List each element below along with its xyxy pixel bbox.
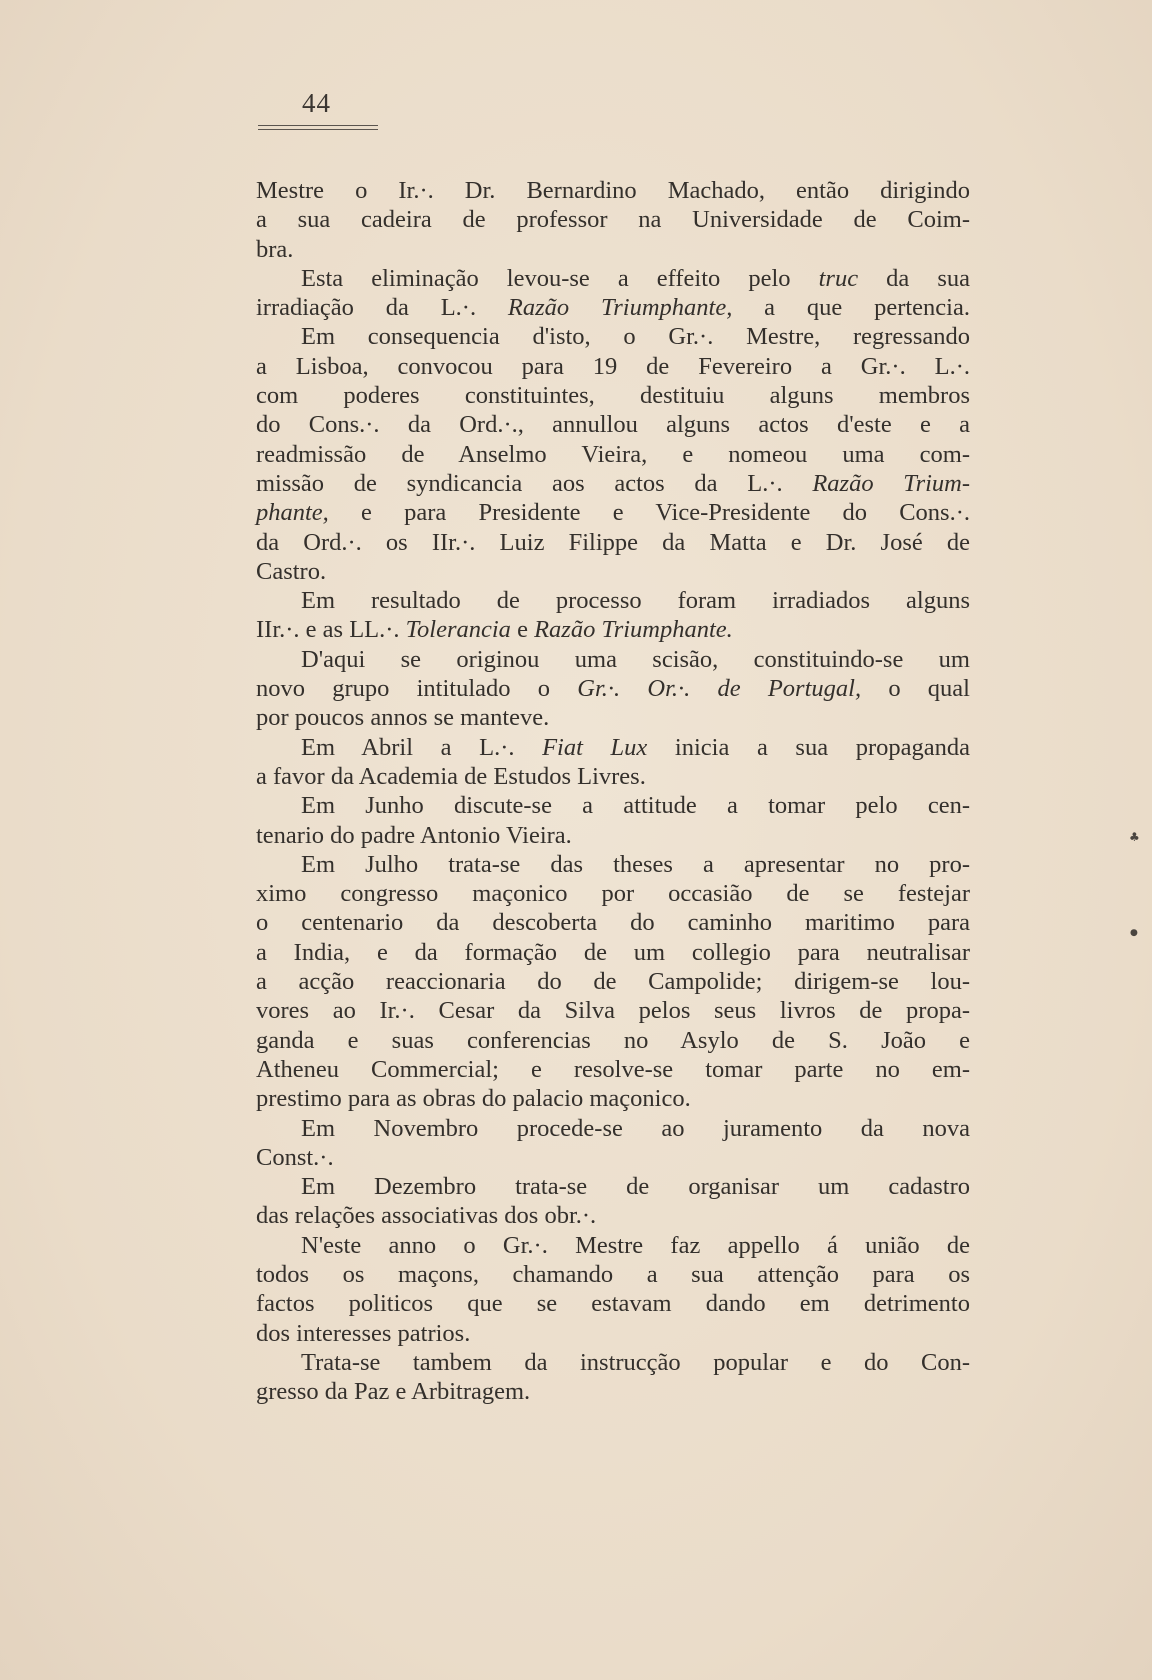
text-run: novo grupo intitulado o xyxy=(256,675,578,703)
text-line xyxy=(256,1319,970,1348)
italic-text: phante, xyxy=(256,499,329,527)
page-number: 44 xyxy=(302,88,331,118)
text-run: readmissão de Anselmo Vieira, e nomeou uma com- xyxy=(256,440,970,468)
text-line xyxy=(256,1348,970,1377)
text-line xyxy=(256,615,970,644)
text-line xyxy=(256,674,970,703)
text-run: Em Dezembro trata-se de organisar um cadastro xyxy=(301,1173,970,1201)
text-run: Em Abril a L.·. xyxy=(301,733,543,761)
text-line xyxy=(256,967,970,996)
text-line xyxy=(256,1114,970,1143)
text-run: Mestre o Ir.·. Dr. Bernardino Machado, então dirigindo xyxy=(256,177,970,204)
text-run: a favor da Academia de Estudos Livres. xyxy=(256,762,646,790)
margin-mark: ● xyxy=(1130,928,1138,938)
text-run: ximo congresso maçonico por occasião de se festejar xyxy=(256,880,970,908)
text-run: Em Novembro procede-se ao juramento da nova xyxy=(301,1114,970,1142)
text-run: D'aqui se originou uma scisão, constituindo-se um xyxy=(301,645,970,673)
text-run: da Ord.·. os IIr.·. Luiz Filippe da Matta e Dr. José de xyxy=(256,528,970,556)
text-run: e para Presidente e Vice-Presidente do Cons.·. xyxy=(328,499,970,527)
text-run: com poderes constituintes, destituiu alguns membros xyxy=(256,382,970,410)
text-run: das relações associativas dos obr.·. xyxy=(256,1202,597,1230)
text-line xyxy=(256,1143,970,1172)
text-run: gresso da Paz e Arbitragem. xyxy=(256,1378,531,1406)
text-run: a India, e da formação de um collegio para neutralisar xyxy=(256,938,970,966)
text-line xyxy=(256,1055,970,1084)
text-line xyxy=(256,703,970,732)
text-run: Trata-se tambem da instrucção popular e do Con- xyxy=(301,1348,970,1376)
italic-text: Gr.·. Or.·. de Portugal, xyxy=(577,675,862,703)
text-run: Em resultado de processo foram irradiados alguns xyxy=(301,587,970,615)
text-line xyxy=(256,381,970,410)
italic-text: truc xyxy=(818,264,859,292)
text-line xyxy=(256,1289,970,1318)
text-line xyxy=(256,440,970,469)
text-line xyxy=(256,762,970,791)
text-run: Em Junho discute-se a attitude a tomar pelo cen- xyxy=(301,792,970,820)
text-line xyxy=(256,498,970,527)
text-run: e xyxy=(510,616,535,644)
text-run: da sua xyxy=(858,264,970,292)
text-line xyxy=(256,645,970,674)
text-run: prestimo para as obras do palacio maçonico. xyxy=(256,1085,691,1113)
text-run: tenario do padre Antonio Vieira. xyxy=(256,821,572,849)
text-run: a acção reaccionaria do de Campolide; dirigem-se lou- xyxy=(256,968,970,996)
text-line xyxy=(256,821,970,850)
text-line xyxy=(256,1231,970,1260)
text-line xyxy=(256,352,970,381)
margin-mark: ♣ xyxy=(1129,830,1140,844)
text-run: todos os maçons, chamando a sua attenção para os xyxy=(256,1260,970,1288)
text-line xyxy=(256,322,970,351)
text-run: Castro. xyxy=(256,557,327,585)
text-run: Esta eliminação levou-se a effeito pelo xyxy=(301,264,819,292)
text-line xyxy=(256,410,970,439)
text-line xyxy=(256,996,970,1025)
text-line xyxy=(256,733,970,762)
italic-text: Fiat Lux xyxy=(542,733,648,761)
text-run: Atheneu Commercial; e resolve-se tomar parte no em- xyxy=(256,1055,970,1083)
text-line xyxy=(256,469,970,498)
text-run: a que pertencia. xyxy=(732,294,970,322)
italic-text: Razão Trium- xyxy=(812,469,971,497)
header-rule-double xyxy=(258,129,378,130)
header-rule xyxy=(258,125,378,126)
text-run: por poucos annos se manteve. xyxy=(256,704,550,732)
text-run: vores ao Ir.·. Cesar da Silva pelos seus livros de propa- xyxy=(256,997,970,1025)
text-run: Em Julho trata-se das theses a apresentar no pro- xyxy=(301,850,970,878)
text-line xyxy=(256,850,970,879)
text-line xyxy=(256,235,970,264)
text-run: irradiação da L.·. xyxy=(256,294,508,322)
text-line xyxy=(256,1084,970,1113)
text-run: factos politicos que se estavam dando em detrimento xyxy=(256,1290,970,1318)
text-run: missão de syndicancia aos actos da L.·. xyxy=(256,469,813,497)
text-run: Em consequencia d'isto, o Gr.·. Mestre, regressando xyxy=(301,323,970,351)
text-line xyxy=(256,1026,970,1055)
text-run: do Cons.·. da Ord.·., annullou alguns actos d'este e a xyxy=(256,411,970,439)
text-line xyxy=(256,938,970,967)
text-line xyxy=(256,557,970,586)
text-run: bra. xyxy=(256,235,294,263)
italic-text: Razão Triumphante, xyxy=(507,294,733,322)
italic-text: Razão Triumphante. xyxy=(534,616,733,644)
text-run: a sua cadeira de professor na Universidade de Coim- xyxy=(256,206,970,234)
text-line xyxy=(256,1172,970,1201)
text-line xyxy=(256,1377,970,1406)
text-run: dos interesses patrios. xyxy=(256,1319,471,1347)
italic-text: Tolerancia xyxy=(405,616,511,644)
text-line xyxy=(256,264,970,293)
text-run: a Lisboa, convocou para 19 de Fevereiro a Gr.·. L.·. xyxy=(256,352,970,380)
text-run: o centenario da descoberta do caminho maritimo para xyxy=(256,909,970,937)
text-line xyxy=(256,293,970,322)
text-line xyxy=(256,791,970,820)
text-line xyxy=(256,205,970,234)
text-run: inicia a sua propaganda xyxy=(647,733,970,761)
body-text xyxy=(256,176,970,1406)
text-run: ganda e suas conferencias no Asylo de S. João e xyxy=(256,1026,970,1054)
text-run: Const.·. xyxy=(256,1143,334,1171)
text-run: IIr.·. e as LL.·. xyxy=(256,616,406,644)
text-line xyxy=(256,1260,970,1289)
text-line xyxy=(256,1201,970,1230)
text-line xyxy=(256,176,970,205)
text-line xyxy=(256,879,970,908)
text-line xyxy=(256,586,970,615)
text-run: o qual xyxy=(861,675,970,703)
text-line xyxy=(256,528,970,557)
text-run: N'este anno o Gr.·. Mestre faz appello á união de xyxy=(301,1231,970,1259)
text-line xyxy=(256,908,970,937)
